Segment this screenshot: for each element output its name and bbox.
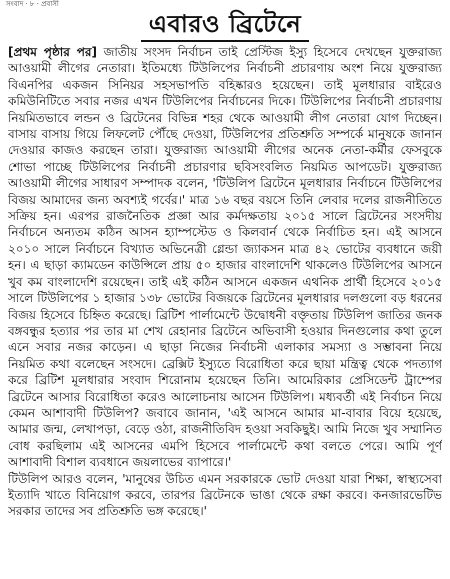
top-page-strip: সংবাদ · ৮ · প্রবাসী — [6, 0, 59, 8]
article-paragraph-2 — [8, 471, 442, 520]
article-paragraph-1 — [8, 44, 442, 471]
paragraph-2-text: টিউলিপ আরও বলেন, 'মানুষের উচিত এমন সরকারকে ভোট দেওয়া যারা শিক্ষা, স্বাস্থ্যসেবা ইত্যাদি খাতে বিনিয়োগ করবে, তারপর ব্রিটেনকে ভাঙা থেকে রক্ষা করবে। কনজারভেটিভ সরকার তাদের সব প্রতিশ্রুতি ভঙ্গ করেছে।' — [8, 471, 442, 519]
paragraph-1-text: জাতীয় সংসদ নির্বাচন তাই প্রেস্টিজ ইস্যু হিসেবে দেখছেন যুক্তরাজ্য আওয়ামী লীগের নেতারা। ইতিমধ্যে টিউলিপের নির্বাচনী প্রচারণায় অংশ নিয়ে যুক্তরাজ্য বিএনপির একজন সিনিয়র সহসভাপতি বহিষ্কারও হয়েছেন। তাই মূলধারার বাইরেও কমিউনিটিতে সবার নজর এখন টিউলিপের নির্বাচনের দিকে। টিউলিপের নির্বাচনী প্রচারণায় নিয়মিতভাবে লন্ডন ও ব্রিটেনের বিভিন্ন শহর থেকে আওয়ামী লীগ নেতারা যোগ দিচ্ছেন। বাসায় বাসায় গিয়ে লিফলেট পৌঁছে দেওয়া, টিউলিপের প্রতিশ্রুতি সম্পর্কে মানুষকে জানান দেওয়ার কাজও করছেন তারা। যুক্তরাজ্য আওয়ামী লীগের অনেক নেতা-কর্মীর ফেসবুকে শোভা পাচ্ছে টিউলিপের নির্বাচনী প্রচারণার ছবিসংবলিত নিয়মিত আপডেট। যুক্তরাজ্য আওয়ামী লীগের সাধারণ সম্পাদক বলেন, 'টিউলিপ ব্রিটেনে মূলধারার নির্বাচনে টিউলিপের বিজয় আমাদের জন্য অবশ্যই গর্বের।' মাত্র ১৬ বছর বয়সে তিনি লেবার দলের রাজনীতিতে সক্রিয় হন। এরপর রাজনৈতিক প্রজ্ঞা আর কর্মদক্ষতায় ২০১৫ সালে ব্রিটেনের সংসদীয় নির্বাচনে অন্যতম কঠিন আসন হ্যাম্পস্টেড ও কিলবার্ন থেকে নির্বাচিত হন। এই আসনে ২০১০ সালে নির্বাচনে বিখ্যাত অভিনেত্রী গ্লেন্ডা জ্যাকসন মাত্র ৪২ ভোটের ব্যবধানে জয়ী হন। এ ছাড়া ক্যামডেন কাউন্সিলে প্রায় ৫০ হাজার বাংলাদেশি থাকলেও টিউলিপের আসনে খুব কম বাংলাদেশি রয়েছেন। তাই এই কঠিন আসনে একজন এথনিক প্রার্থী হিসেবে ২০১৫ সালে টিউলিপের ১ হাজার ১৩৮ ভোটের বিজয়কে ব্রিটেনের মূলধারার দলগুলো বড় ধরনের বিজয় হিসেবে চিহ্নিত করেছে। ব্রিটিশ পার্লামেন্টে উদ্বোধনী বক্তৃতায় টিউলিপ জাতির জনক বঙ্গবন্ধুর হত্যার পর তার মা শেখ রেহানার ব্রিটেনে অভিবাসী হওয়ার দিনগুলোর কথা তুলে এনে সবার নজর কাড়েন। এ ছাড়া নিজের নির্বাচনী এলাকার সমস্যা ও সম্ভাবনা নিয়ে নিয়মিত কথা বলেছেন সংসদে। ব্রেক্সিট ইস্যুতে বিরোধিতা করে ছায়া মন্ত্রিত্ব থেকে পদত্যাগ করে ব্রিটিশ মূলধারার সংবাদ শিরোনাম হয়েছেন তিনি। আমেরিকার প্রেসিডেন্ট ট্রাম্পের ব্রিটেনে আসার বিরোধিতা করেও আলোচনায় আসেন টিউলিপ। মধ্যবর্তী এই নির্বাচন নিয়ে কেমন আশাবাদী টিউলিপ? জবাবে জানান, 'এই আসনে আমার মা-বাবার বিয়ে হয়েছে, আমার জন্ম, লেখাপড়া, বেড়ে ওঠা, রাজনীতিবিদ হওয়া সবকিছুই। আমি নিজে খুব সম্মানিত বোধ করছিলাম এই আসনের এমপি হিসেবে পার্লামেন্টে কথা বলতে পেরে। আমি পূর্ণ আশাবাদী বিশাল ব্যবধানে জয়লাভের ব্যাপারে।' — [8, 45, 442, 470]
article-headline: এবারও ব্রিটেনে — [141, 9, 309, 42]
article-body — [8, 44, 442, 577]
headline-container — [0, 8, 450, 42]
continued-from-label: [প্রথম পৃষ্ঠার পর] — [8, 45, 98, 59]
